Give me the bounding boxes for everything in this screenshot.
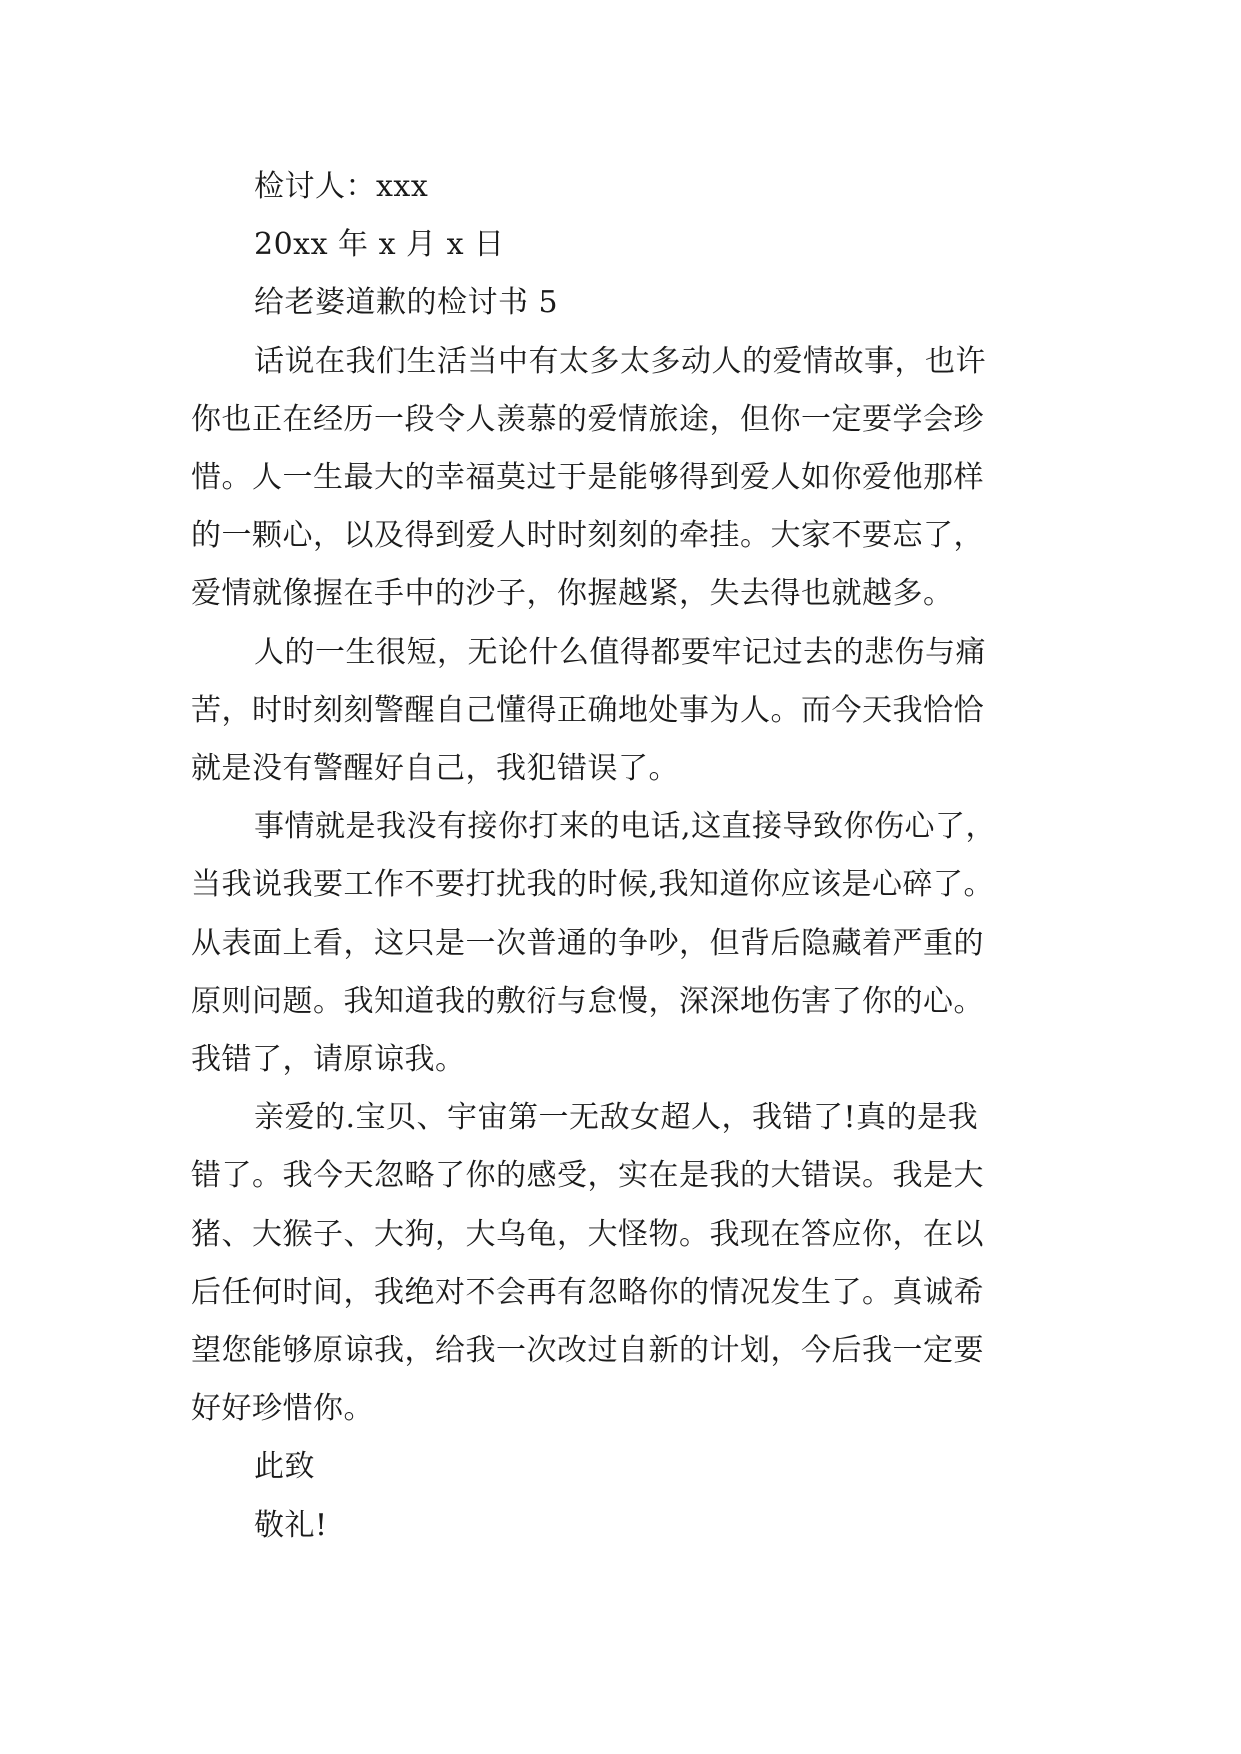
paragraph-line: 爱情就像握在手中的沙子，你握越紧，失去得也就越多。 <box>191 576 954 612</box>
paragraph-line: 从表面上看，这只是一次普通的争吵，但背后隐藏着严重的 <box>191 925 984 961</box>
paragraph-line: 事情就是我没有接你打来的电话,这直接导致你伤心了， <box>254 809 997 845</box>
signer-line: 检讨人：xxx <box>254 169 429 204</box>
paragraph-2 <box>191 624 1061 799</box>
paragraph-line: 好好珍惜你。 <box>191 1391 374 1427</box>
paragraph-4 <box>191 1089 1061 1438</box>
paragraph-line: 当我说我要工作不要打扰我的时候,我知道你应该是心碎了。 <box>191 867 995 903</box>
document-body <box>191 158 1061 1555</box>
paragraph-line: 话说在我们生活当中有太多太多动人的爱情故事，也许 <box>254 343 986 379</box>
paragraph-line: 猪、大猴子、大狗，大乌龟，大怪物。我现在答应你，在以 <box>191 1216 984 1252</box>
paragraph-line: 惜。人一生最大的幸福莫过于是能够得到爱人如你爱他那样 <box>191 460 984 496</box>
paragraph-3 <box>191 798 1061 1089</box>
letter-title: 给老婆道歉的检讨书 5 <box>254 285 559 321</box>
paragraph-line: 苦，时时刻刻警醒自己懂得正确地处事为人。而今天我恰恰 <box>191 692 984 728</box>
closing-line-1: 此致 <box>254 1449 315 1485</box>
date-line: 20xx 年 x 月 x 日 <box>254 227 505 263</box>
paragraph-line: 错了。我今天忽略了你的感受，实在是我的大错误。我是大 <box>191 1158 984 1194</box>
paragraph-line: 我错了，请原谅我。 <box>191 1042 466 1078</box>
paragraph-line: 的一颗心，以及得到爱人时时刻刻的牵挂。大家不要忘了， <box>191 518 984 554</box>
closing-line-2: 敬礼! <box>254 1507 328 1543</box>
paragraph-line: 望您能够原谅我，给我一次改过自新的计划，今后我一定要 <box>191 1333 984 1369</box>
paragraph-line: 你也正在经历一段令人羡慕的爱情旅途，但你一定要学会珍 <box>191 401 984 437</box>
paragraph-line: 就是没有警醒好自己，我犯错误了。 <box>191 751 679 787</box>
paragraph-line: 人的一生很短，无论什么值得都要牢记过去的悲伤与痛 <box>254 634 986 670</box>
paragraph-line: 原则问题。我知道我的敷衍与怠慢，深深地伤害了你的心。 <box>191 983 984 1019</box>
paragraph-line: 亲爱的.宝贝、宇宙第一无敌女超人，我错了!真的是我 <box>254 1100 979 1136</box>
paragraph-1 <box>191 333 1061 624</box>
paragraph-line: 后任何时间，我绝对不会再有忽略你的情况发生了。真诚希 <box>191 1274 984 1310</box>
